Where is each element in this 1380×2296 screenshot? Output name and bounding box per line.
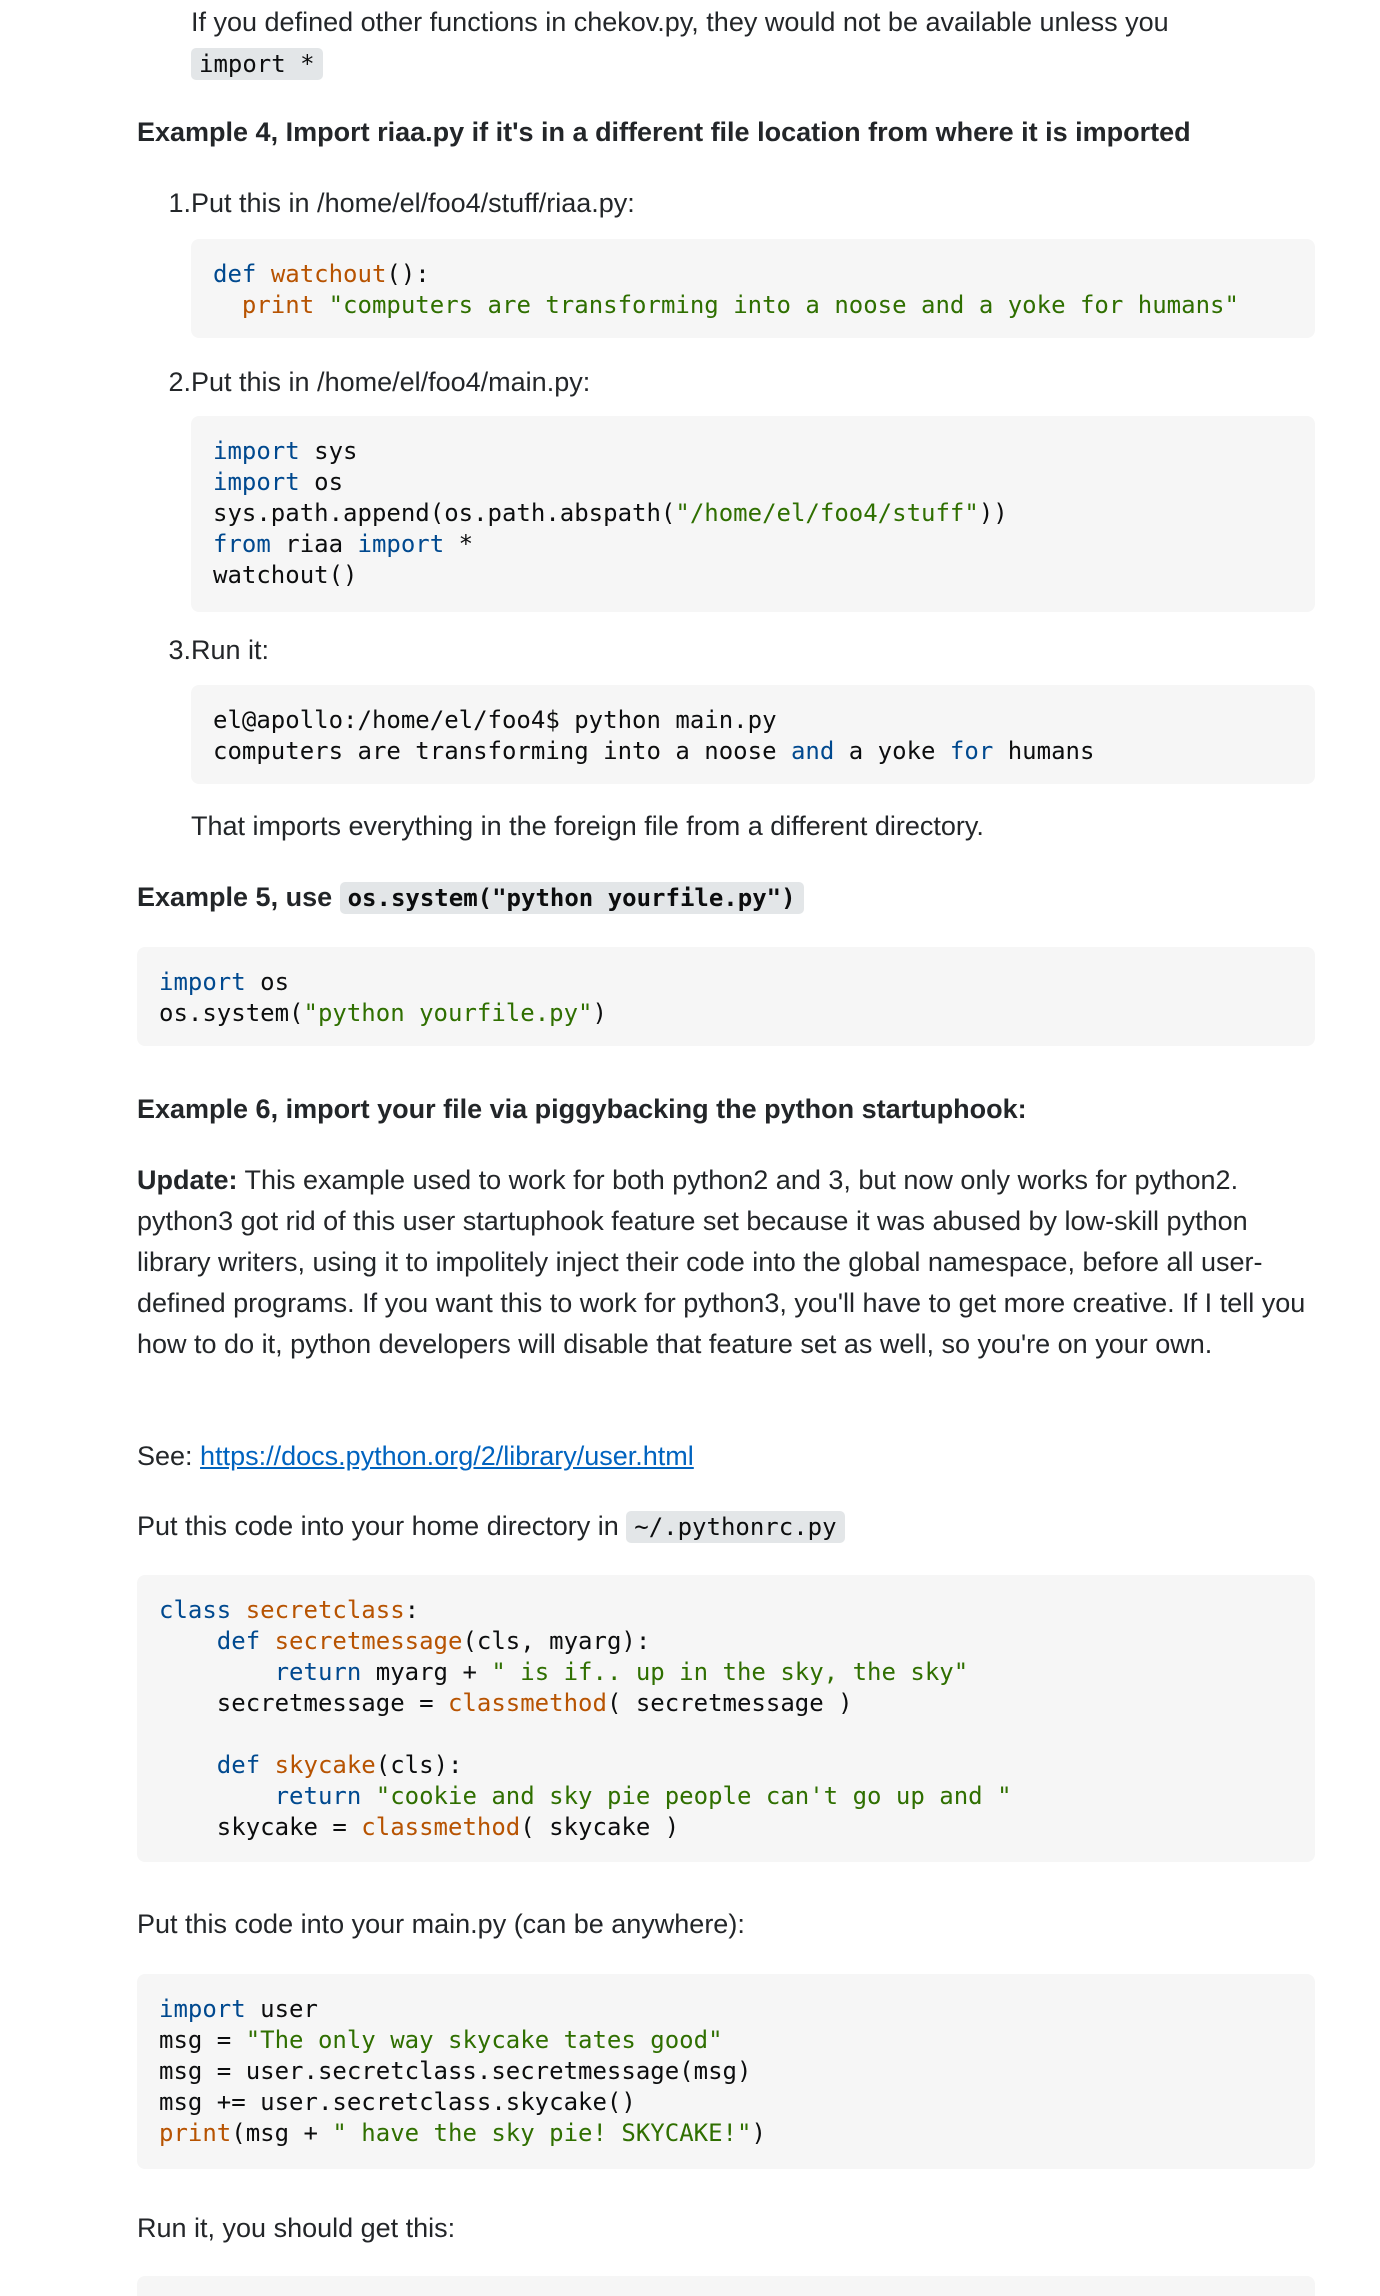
code-block-main[interactable]: import sys import os sys.path.append(os.path.abspath("/home/el/foo4/stuff")) from riaa import * watchout(): [191, 416, 1315, 612]
example-5-heading: Example 5, use os.system("python yourfile.py"): [137, 877, 804, 919]
update-label: Update:: [137, 1165, 238, 1195]
list-item: [137, 183, 1315, 224]
code-block-main-user[interactable]: import user msg = "The only way skycake tates good" msg = user.secretclass.secretmessage(msg) msg += user.secretclass.skycake() print(msg + " have the sky pie! SKYCAKE!"): [137, 1974, 1315, 2169]
code-block-os-system[interactable]: import os os.system("python yourfile.py"): [137, 947, 1315, 1046]
list-number: 1.: [168, 188, 191, 218]
example-4-heading: Example 4, Import riaa.py if it's in a different file location from where it is imported: [137, 117, 1191, 147]
intro-paragraph: [191, 2, 1315, 85]
inline-code-os-system: os.system("python yourfile.py"): [340, 882, 804, 914]
docs-link[interactable]: https://docs.python.org/2/library/user.html: [200, 1441, 694, 1471]
list-item: [137, 630, 1315, 671]
run-paragraph: Run it, you should get this:: [137, 2213, 456, 2243]
put-main-paragraph: Put this code into your main.py (can be anywhere):: [137, 1909, 745, 1939]
list-number: 2.: [168, 367, 191, 397]
ex4-after-text: That imports everything in the foreign file from a different directory.: [191, 811, 984, 841]
list-item-text: Put this in /home/el/foo4/main.py:: [191, 367, 591, 397]
code-block-riaa[interactable]: def watchout(): print "computers are transforming into a noose and a yoke for humans": [191, 239, 1315, 338]
list-item-text: Put this in /home/el/foo4/stuff/riaa.py:: [191, 188, 635, 218]
see-paragraph: See: https://docs.python.org/2/library/user.html: [137, 1441, 694, 1471]
example-6-heading: Example 6, import your file via piggybacking the python startuphook:: [137, 1094, 1027, 1124]
code-block-pythonrc[interactable]: class secretclass: def secretmessage(cls, myarg): return myarg + " is if.. up in the sky, the sky" secretmessage = classmethod( secretmessage ) def skycake(cls): return "cookie and sky pie people can't go up and " skycake = classmethod( skycake ): [137, 1575, 1315, 1862]
update-paragraph: [137, 1160, 1315, 1365]
intro-text: If you defined other functions in chekov.py, they would not be available unless you: [191, 7, 1169, 37]
list-number: 3.: [168, 635, 191, 665]
code-block-run[interactable]: el@apollo:/home/el/foo4$ python main.py computers are transforming into a noose and a yoke for humans: [191, 685, 1315, 784]
inline-code-import-star: import *: [191, 48, 323, 80]
code-block-output-partial[interactable]: [137, 2276, 1315, 2296]
inline-code-pythonrc: ~/.pythonrc.py: [626, 1511, 844, 1543]
list-item: [137, 362, 1315, 403]
update-text: This example used to work for both python2 and 3, but now only works for python2. python3 got rid of this user startuphook feature set because it was abused by low-skill python library writers, using it to impolitely inject their code into the global namespace, before all user-defined programs. If you want this to work for python3, you'll have to get more creative. If I tell you how to do it, python developers will disable that feature set as well, so you're on your own.: [137, 1165, 1306, 1359]
list-item-text: Run it:: [191, 635, 270, 665]
put-home-paragraph: Put this code into your home directory in ~/.pythonrc.py: [137, 1506, 1315, 1548]
